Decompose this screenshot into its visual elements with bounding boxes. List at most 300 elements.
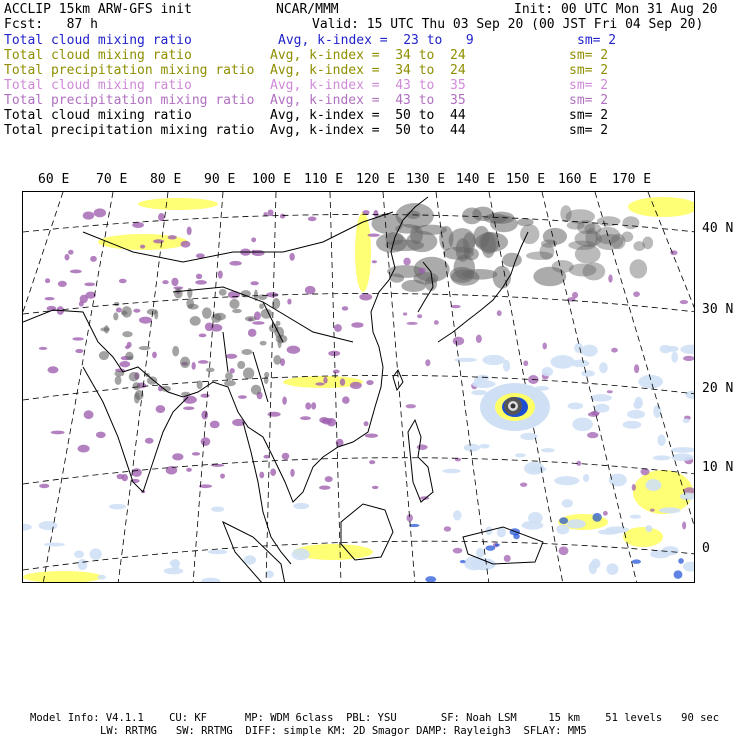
lon-label: 150 E (506, 172, 546, 187)
legend-k-range: Avg, k-index = 23 to 9 (278, 33, 474, 48)
philippines-outline (408, 420, 433, 502)
heavy-precip-cell (460, 560, 466, 563)
precip-patch (39, 521, 58, 530)
mid-cloud-cell (603, 511, 608, 516)
mid-cloud-cell (403, 258, 410, 266)
low-cloud-band (623, 527, 663, 547)
high-cloud-patch (621, 231, 633, 242)
mid-cloud-cell (305, 402, 311, 409)
mid-cloud-cell (51, 431, 65, 435)
mid-cloud-cell (323, 377, 327, 384)
init-time: Init: 00 UTC Mon 31 Aug 20 (514, 2, 718, 17)
high-cloud-patch (202, 307, 212, 318)
mid-cloud-cell (68, 250, 73, 255)
mid-cloud-cell (250, 281, 258, 285)
lon-label: 100 E (252, 172, 292, 187)
heavy-precip-cell (485, 545, 495, 550)
mid-cloud-cell (152, 352, 157, 359)
mid-cloud-cell (139, 317, 152, 324)
precip-patch (660, 345, 671, 353)
legend-field-name: Total cloud mixing ratio (4, 108, 192, 123)
mid-cloud-cell (238, 395, 247, 399)
precip-patch (653, 455, 671, 460)
mid-cloud-cell (289, 253, 294, 261)
heavy-precip-cell (592, 513, 601, 522)
precip-patch (74, 551, 84, 558)
high-cloud-patch (219, 289, 227, 296)
high-cloud-patch (245, 316, 257, 321)
precip-patch (90, 548, 102, 559)
mid-cloud-cell (72, 337, 84, 340)
mid-cloud-cell (259, 472, 264, 479)
precip-patch (477, 375, 490, 381)
mid-cloud-cell (342, 306, 348, 310)
mid-cloud-cell (504, 555, 511, 562)
mid-cloud-cell (119, 279, 127, 284)
mid-cloud-cell (305, 286, 316, 295)
mid-cloud-cell (559, 546, 569, 555)
mid-cloud-cell (45, 278, 50, 283)
lat-label: 20 N (702, 381, 734, 396)
legend-k-range: Avg, k-index = 34 to 24 (270, 63, 466, 78)
mid-cloud-cell (453, 548, 463, 554)
mid-cloud-cell (248, 329, 257, 337)
high-cloud-patch (224, 380, 236, 386)
lon-label: 90 E (204, 172, 236, 187)
precip-patch (583, 474, 589, 482)
lon-label: 60 E (38, 172, 70, 187)
high-cloud-patch (232, 309, 242, 313)
mid-cloud-cell (268, 412, 281, 417)
mid-cloud-cell (251, 237, 256, 242)
mid-cloud-cell (497, 310, 502, 316)
mid-cloud-cell (368, 234, 380, 237)
high-cloud-patch (243, 368, 254, 380)
precip-patch (598, 529, 620, 534)
high-cloud-patch (484, 213, 507, 223)
precip-patch (599, 362, 608, 373)
high-cloud-patch (493, 266, 511, 289)
high-cloud-patch (622, 216, 639, 229)
high-cloud-patch (206, 368, 215, 373)
precip-patch (645, 525, 652, 532)
heavy-precip-cell (674, 570, 683, 579)
high-cloud-patch (552, 260, 574, 273)
mid-cloud-cell (403, 312, 407, 315)
mid-cloud-cell (252, 321, 264, 325)
high-cloud-patch (190, 316, 201, 326)
precip-patch (672, 453, 694, 461)
mid-cloud-cell (96, 432, 106, 439)
precip-patch (44, 542, 65, 546)
mid-cloud-cell (198, 360, 209, 364)
precip-patch (623, 421, 642, 429)
mid-cloud-cell (75, 349, 83, 353)
precip-patch (653, 405, 661, 418)
mid-cloud-cell (192, 362, 196, 370)
mid-cloud-cell (192, 452, 200, 456)
mid-cloud-cell (365, 433, 378, 437)
legend-field-name: Total precipitation mixing ratio (4, 123, 255, 138)
mid-cloud-cell (270, 468, 276, 476)
precip-patch (464, 444, 480, 452)
mid-cloud-cell (334, 324, 342, 332)
high-cloud-patch (139, 346, 151, 350)
mid-cloud-cell (417, 444, 428, 450)
precip-patch (472, 380, 495, 388)
legend-smoothing: sm= 2 (569, 123, 609, 138)
precip-patch (293, 503, 309, 509)
precip-patch (633, 401, 641, 409)
legend-field-name: Total cloud mixing ratio (4, 33, 192, 48)
mid-cloud-cell (340, 378, 345, 386)
mid-cloud-cell (116, 308, 122, 313)
legend-smoothing: sm= 2 (569, 63, 609, 78)
high-cloud-patch (425, 276, 437, 290)
precip-patch (109, 504, 126, 510)
high-cloud-patch (449, 228, 476, 252)
high-cloud-patch (568, 241, 596, 250)
mid-cloud-cell (58, 281, 67, 287)
mid-cloud-cell (680, 300, 689, 304)
high-cloud-patch (113, 312, 118, 320)
precip-patch (453, 510, 461, 520)
precip-patch (609, 474, 627, 487)
mid-cloud-cell (333, 369, 340, 373)
mid-cloud-cell (290, 469, 294, 477)
high-cloud-patch (174, 288, 183, 299)
precip-patch (627, 410, 645, 419)
typhoon-core (480, 383, 550, 431)
mid-cloud-cell (195, 280, 207, 285)
mid-cloud-cell (607, 390, 613, 393)
mid-cloud-cell (611, 348, 618, 353)
mid-cloud-cell (419, 268, 426, 274)
lat-label: 10 N (702, 460, 734, 475)
precip-patch (683, 562, 695, 572)
mid-cloud-cell (434, 320, 439, 325)
lat-label: 0 (702, 541, 710, 556)
high-cloud-patch (584, 223, 601, 234)
mid-cloud-cell (351, 322, 363, 328)
legend-smoothing: sm= 2 (569, 93, 609, 108)
mid-cloud-cell (119, 361, 130, 367)
mid-cloud-cell (542, 342, 547, 349)
mid-cloud-cell (200, 394, 209, 398)
legend-k-range: Avg, k-index = 43 to 35 (270, 93, 466, 108)
legend-field-name: Total cloud mixing ratio (4, 78, 192, 93)
mid-cloud-cell (311, 402, 316, 409)
mid-cloud-cell (133, 309, 140, 313)
legend-k-range: Avg, k-index = 43 to 35 (270, 78, 466, 93)
mid-cloud-cell (476, 335, 482, 343)
mid-cloud-cell (425, 359, 430, 366)
mid-cloud-cell (287, 299, 291, 305)
mid-cloud-cell (84, 282, 95, 286)
precip-patch (572, 417, 593, 431)
precip-patch (528, 512, 543, 524)
precip-patch (515, 453, 526, 457)
lon-label: 110 E (304, 172, 344, 187)
weather-map (22, 191, 695, 583)
precip-patch (671, 447, 695, 453)
high-cloud-patch (115, 376, 122, 385)
mid-cloud-cell (634, 364, 639, 373)
mid-cloud-cell (682, 521, 686, 529)
precip-patch (595, 404, 610, 413)
mid-cloud-cell (372, 486, 379, 489)
precip-patch (201, 578, 220, 583)
low-cloud-band (355, 212, 371, 292)
high-cloud-patch (180, 357, 190, 368)
high-cloud-patch (104, 325, 109, 333)
precip-patch (638, 375, 663, 389)
mid-cloud-cell (282, 397, 287, 405)
low-cloud-band (628, 197, 695, 217)
precip-patch (550, 355, 574, 368)
mid-cloud-cell (406, 322, 417, 325)
lon-label: 70 E (96, 172, 128, 187)
high-cloud-patch (237, 361, 245, 369)
mid-cloud-cell (70, 270, 82, 274)
mid-cloud-cell (84, 410, 94, 419)
high-cloud-patch (520, 224, 539, 244)
forecast-hour: Fcst: 87 h (4, 17, 98, 32)
precip-patch (567, 403, 583, 410)
high-cloud-patch (214, 313, 226, 321)
legend-smoothing: sm= 2 (569, 108, 609, 123)
high-cloud-patch (122, 306, 132, 317)
high-cloud-patch (186, 298, 194, 308)
lon-label: 140 E (456, 172, 496, 187)
precip-patch (78, 559, 88, 570)
precip-patch (164, 568, 184, 575)
precip-patch (454, 358, 477, 362)
precip-patch (645, 479, 661, 491)
precip-patch (671, 351, 678, 362)
precip-patch (442, 469, 460, 474)
mid-cloud-cell (183, 406, 195, 410)
mid-cloud-cell (608, 274, 612, 282)
heavy-precip-cell (495, 543, 500, 546)
heavy-precip-cell (425, 576, 436, 582)
high-cloud-patch (132, 382, 140, 390)
precip-patch (581, 370, 595, 377)
mid-cloud-cell (210, 421, 220, 429)
precip-patch (562, 499, 573, 508)
high-cloud-patch (129, 372, 139, 382)
mid-cloud-cell (228, 291, 240, 299)
high-cloud-patch (502, 253, 522, 267)
precip-patch (208, 550, 227, 555)
mid-cloud-cell (226, 354, 238, 359)
precip-patch (292, 548, 310, 560)
precip-patch (590, 394, 612, 401)
precip-patch (554, 476, 579, 485)
high-cloud-patch (122, 331, 132, 337)
mid-cloud-cell (322, 418, 333, 425)
high-cloud-patch (241, 349, 252, 355)
low-cloud-band (23, 571, 103, 583)
model-title: ACCLIP 15km ARW-GFS init (4, 2, 192, 17)
high-cloud-patch (259, 303, 264, 309)
precip-patch (520, 433, 537, 440)
mid-cloud-cell (287, 346, 301, 354)
mid-cloud-cell (218, 270, 223, 278)
high-cloud-patch (273, 355, 281, 365)
low-cloud-band (138, 198, 218, 210)
mid-cloud-cell (632, 484, 636, 491)
precip-patch (265, 570, 273, 578)
precip-patch (680, 493, 695, 501)
mid-cloud-cell (132, 222, 144, 228)
high-cloud-patch (526, 252, 553, 260)
high-cloud-patch (264, 372, 269, 378)
mid-cloud-cell (181, 241, 191, 248)
mid-cloud-cell (523, 360, 528, 366)
precip-patch (497, 527, 506, 537)
mid-cloud-cell (342, 396, 350, 403)
mid-cloud-cell (280, 214, 285, 219)
high-cloud-patch (481, 232, 496, 258)
precip-patch (211, 506, 224, 511)
mid-cloud-cell (172, 453, 183, 460)
mid-cloud-cell (44, 297, 54, 300)
mid-cloud-cell (315, 382, 324, 385)
mid-cloud-cell (359, 294, 372, 301)
mid-cloud-cell (373, 210, 378, 217)
legend-smoothing: sm= 2 (569, 78, 609, 93)
high-cloud-patch (99, 351, 109, 360)
model-info-line1: Model Info: V4.1.1 CU: KF MP: WDM 6class PBL: YSU SF: Noah LSM 15 km 51 levels 90 sec (30, 712, 720, 724)
mid-cloud-cell (372, 260, 377, 263)
mid-cloud-cell (369, 460, 375, 464)
mid-cloud-cell (350, 382, 362, 389)
mid-cloud-cell (229, 261, 241, 266)
mid-cloud-cell (140, 245, 145, 249)
precip-patch (542, 367, 554, 376)
legend-field-name: Total precipitation mixing ratio (4, 93, 255, 108)
precip-patch (483, 355, 506, 365)
mid-cloud-cell (47, 366, 58, 373)
high-cloud-patch (629, 259, 647, 278)
mid-cloud-cell (145, 438, 154, 444)
precip-patch (170, 560, 181, 567)
mid-cloud-cell (364, 421, 369, 426)
precip-patch (479, 444, 489, 449)
mid-cloud-cell (300, 416, 311, 420)
mid-cloud-cell (444, 526, 451, 531)
mid-cloud-cell (417, 314, 422, 318)
precip-patch (244, 555, 256, 564)
model-info-line2: LW: RRTMG SW: RRTMG DIFF: simple KM: 2D Smagor DAMP: Rayleigh3 SFLAY: MM5 (100, 725, 587, 737)
high-cloud-patch (225, 372, 233, 380)
legend-smoothing: sm= 2 (569, 48, 609, 63)
high-cloud-patch (583, 262, 606, 280)
mid-cloud-cell (263, 455, 269, 459)
mid-cloud-cell (319, 486, 331, 490)
precip-patch (630, 515, 641, 519)
mid-cloud-cell (168, 235, 177, 239)
mid-cloud-cell (158, 213, 165, 221)
legend-smoothing: sm= 2 (577, 33, 617, 48)
mid-cloud-cell (451, 305, 461, 308)
heavy-precip-cell (678, 558, 684, 564)
institution-label: NCAR/MMM (276, 2, 339, 17)
mid-cloud-cell (94, 208, 106, 217)
mid-cloud-cell (201, 411, 208, 420)
mid-cloud-cell (199, 333, 207, 337)
lon-label: 160 E (558, 172, 598, 187)
precip-patch (567, 519, 586, 528)
legend-field-name: Total cloud mixing ratio (4, 48, 192, 63)
sumatra-outline (223, 522, 285, 583)
mid-cloud-cell (162, 280, 168, 284)
valid-time: Valid: 15 UTC Thu 03 Sep 20 (00 JST Fri 04 Sep 20) (312, 17, 704, 32)
precip-patch (471, 390, 487, 395)
high-cloud-patch (560, 205, 571, 222)
precip-patch (659, 507, 681, 513)
precip-patch (589, 561, 597, 574)
precip-patch (581, 345, 598, 357)
mid-cloud-cell (78, 445, 90, 453)
high-cloud-patch (172, 346, 179, 357)
precip-patch (657, 435, 665, 446)
lat-label: 40 N (702, 221, 734, 236)
mid-cloud-cell (186, 468, 192, 472)
legend-k-range: Avg, k-index = 50 to 44 (270, 108, 466, 123)
mid-cloud-cell (267, 209, 273, 216)
high-cloud-patch (454, 255, 475, 280)
legend-k-range: Avg, k-index = 50 to 44 (270, 123, 466, 138)
mid-cloud-cell (65, 254, 70, 261)
precip-patch (541, 448, 555, 452)
mid-cloud-cell (131, 468, 141, 477)
mid-cloud-cell (325, 476, 333, 482)
mid-cloud-cell (366, 380, 373, 385)
mid-cloud-cell (153, 239, 164, 243)
mid-cloud-cell (39, 484, 49, 488)
lon-label: 80 E (150, 172, 182, 187)
mid-cloud-cell (308, 216, 317, 221)
mid-cloud-cell (406, 404, 417, 408)
high-cloud-patch (567, 221, 585, 229)
mid-cloud-cell (156, 405, 166, 413)
precip-patch (97, 575, 106, 580)
mid-cloud-cell (633, 291, 640, 297)
mid-cloud-cell (641, 468, 650, 475)
mid-cloud-cell (453, 337, 464, 346)
precip-patch (680, 345, 695, 354)
high-cloud-patch (251, 385, 261, 395)
mid-cloud-cell (587, 432, 598, 438)
high-cloud-patch (229, 299, 239, 309)
high-cloud-patch (260, 341, 267, 346)
map-canvas (23, 192, 695, 583)
mid-cloud-cell (282, 453, 290, 460)
mid-cloud-cell (83, 211, 94, 219)
mid-cloud-cell (90, 256, 97, 262)
lat-label: 30 N (702, 302, 734, 317)
precip-patch (686, 391, 695, 399)
high-cloud-patch (410, 225, 423, 244)
legend-k-range: Avg, k-index = 34 to 24 (270, 48, 466, 63)
high-cloud-patch (129, 356, 134, 361)
mid-cloud-cell (117, 474, 125, 479)
mid-cloud-cell (205, 322, 214, 331)
mid-cloud-cell (201, 437, 211, 446)
heavy-precip-cell (559, 517, 568, 524)
